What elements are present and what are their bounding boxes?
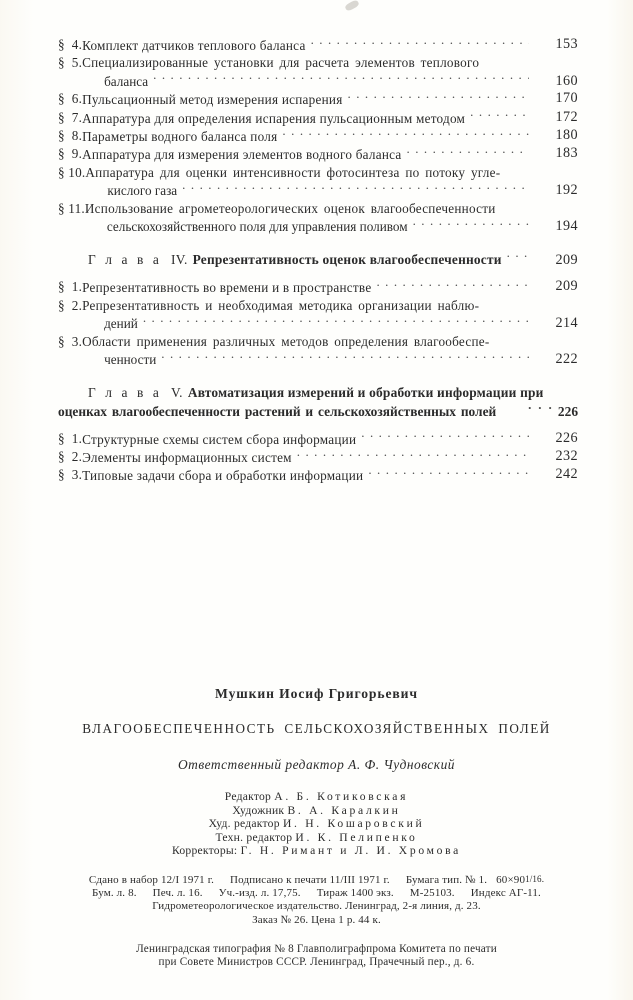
toc-entry-body <box>82 278 532 296</box>
staff-role: Худ. редактор <box>208 817 280 831</box>
print-approval-date: Подписано к печати 11/III 1971 г. <box>230 873 390 886</box>
dot-leaders <box>507 250 529 264</box>
toc-entry[interactable] <box>58 145 578 163</box>
dot-leaders <box>143 314 529 328</box>
toc-page-number: 226 <box>555 429 578 446</box>
section-spacer <box>58 235 578 250</box>
toc-entry[interactable] <box>58 200 578 236</box>
toc-entry-title: Элементы информационных систем <box>82 449 292 465</box>
toc-section-number: § 10. <box>58 164 86 180</box>
toc-section-number: § 3. <box>58 333 83 349</box>
dot-leaders <box>311 36 529 50</box>
toc-entry-title: Пульсационный метод измерения испарения <box>82 92 343 108</box>
toc-page-number: 242 <box>555 466 578 483</box>
printing-house <box>0 943 633 970</box>
toc-entry-body <box>82 90 532 108</box>
chapter-title-continued: оценках влагообеспеченности растений и сельскохозяйственных полей <box>58 403 497 419</box>
section-spacer <box>58 421 578 430</box>
toc-section-number: § 6. <box>58 91 83 107</box>
toc-entry-title: Комплект датчиков теплового баланса <box>82 38 306 53</box>
staff-row <box>0 790 633 804</box>
staff-row <box>0 844 633 858</box>
toc-entry-title: Структурные схемы систем сбора информации <box>82 431 357 447</box>
toc-section-number: § 9. <box>58 146 83 162</box>
toc-entry-title: Использование агрометеорологических оценок влагообеспеченности <box>84 200 496 216</box>
print-run: Тираж 1400 экз. <box>316 887 394 900</box>
colophon <box>0 686 633 970</box>
toc-entry[interactable] <box>58 164 578 200</box>
toc-entry-title: Области применения различных методов определения влагообеспе- <box>82 333 490 349</box>
toc-entry-body <box>82 466 532 484</box>
toc-entry-body <box>82 333 532 369</box>
index-code: Индекс АГ-11. <box>470 887 541 900</box>
dot-leaders <box>161 350 529 364</box>
toc-group-chapter4 <box>58 278 578 368</box>
staff-role: Техн. редактор <box>215 830 293 844</box>
toc-entry[interactable] <box>58 430 578 448</box>
scan-artifact <box>344 0 360 12</box>
paper-type: Бумага тип. № 1. <box>405 873 488 886</box>
toc-entry-body <box>82 297 532 333</box>
toc-page-number: 209 <box>555 252 578 269</box>
toc-section-number: § 4. <box>58 37 83 52</box>
toc-page-number: 194 <box>555 218 578 235</box>
toc-entry-body <box>82 430 532 448</box>
toc-section-number: § 3. <box>58 467 83 483</box>
toc-entry-body <box>82 145 532 163</box>
toc-entry-title-continued: дений <box>104 316 138 332</box>
toc-page-number: 172 <box>555 108 578 125</box>
toc-entry[interactable] <box>58 333 578 369</box>
toc-entry-title: Аппаратура для определения испарения пульсационным методом <box>82 110 466 126</box>
section-spacer <box>58 369 578 384</box>
printing-house-line-2: при Совете Министров СССР. Ленинград, Прачечный пер., д. 6. <box>158 956 475 969</box>
dot-leaders <box>348 90 529 104</box>
toc-entry-body <box>85 200 532 236</box>
toc-entry-title: Репрезентативность во времени и в пространстве <box>82 280 372 296</box>
paper-format: 60×90 <box>496 873 526 886</box>
toc-section-number: § 7. <box>58 109 83 125</box>
toc-entry[interactable] <box>58 466 578 484</box>
toc-section-number: § 11. <box>58 200 85 216</box>
toc-page-number: 226 <box>557 403 579 419</box>
dot-leaders <box>153 72 529 86</box>
toc-section-number: § 2. <box>58 297 83 313</box>
dot-leaders <box>297 448 529 462</box>
toc-entry[interactable] <box>58 90 578 108</box>
toc-page-number: 180 <box>555 127 578 144</box>
toc-page-number: 170 <box>555 90 578 107</box>
staff-name: Г. Н. Римант и Л. И. Хромова <box>240 844 462 858</box>
printed-sheets: Печ. л. 16. <box>152 887 203 900</box>
toc-chapter-heading-4[interactable] <box>58 250 578 269</box>
toc-entry-body <box>82 54 532 90</box>
toc-entry-title: Типовые задачи сбора и обработки информации <box>82 468 364 484</box>
staff-name: И. Н. Кошаровский <box>282 817 425 831</box>
staff-row <box>0 817 633 831</box>
typeset-date: Сдано в набор 12/I 1971 г. <box>88 873 215 886</box>
registration-code: М-25103. <box>409 887 455 900</box>
book-title: ВЛАГООБЕСПЕЧЕННОСТЬ СЕЛЬСКОХОЗЯЙСТВЕННЫХ ПОЛЕЙ <box>82 721 551 736</box>
toc-entry[interactable] <box>58 109 578 127</box>
chapter-title: Репрезентативность оценок влагообеспеченности <box>192 252 502 268</box>
toc-page-number: 153 <box>555 36 578 52</box>
dot-leaders <box>182 181 529 195</box>
printing-house-line-1: Ленинградская типография № 8 Главполиграфпрома Комитета по печати <box>136 942 497 955</box>
toc-entry-title: Репрезентативность и необходимая методика организации наблю- <box>82 297 480 313</box>
staff-name: И. К. Пелипенко <box>295 830 418 844</box>
order-and-price: Заказ № 26. Цена 1 р. 44 к. <box>252 913 381 926</box>
toc-entry[interactable] <box>58 278 578 296</box>
imprint-block <box>0 873 633 927</box>
chapter-title: Автоматизация измерений и обработки информации при <box>187 384 544 400</box>
toc-entry-title-continued: сельскохозяйственного поля для управления поливом <box>106 219 408 235</box>
toc-entry-title: Аппаратура для оценки интенсивности фотосинтеза по потоку угле- <box>85 164 501 180</box>
staff-credits <box>0 790 633 858</box>
dot-leaders <box>361 430 529 444</box>
toc-page-number: 209 <box>555 278 578 295</box>
toc-entry[interactable] <box>58 297 578 333</box>
publisher-sheets: Уч.-изд. л. 17,75. <box>218 887 301 900</box>
section-spacer <box>58 269 578 278</box>
toc-section-number: § 1. <box>58 430 83 446</box>
toc-page-number: 214 <box>555 315 578 332</box>
staff-row <box>0 804 633 818</box>
toc-page-number: 160 <box>555 72 578 89</box>
chapter-roman-numeral: V. <box>170 384 183 400</box>
dot-leaders <box>368 466 529 480</box>
toc-entry-body <box>82 36 532 54</box>
toc-section-number: § 1. <box>58 279 83 295</box>
toc-group-chapter5 <box>58 430 578 485</box>
toc-entry-body <box>82 109 532 127</box>
toc-entry-title-continued: ченности <box>104 352 157 368</box>
table-of-contents <box>58 36 578 485</box>
staff-role: Художник <box>232 803 285 817</box>
toc-section-number: § 2. <box>58 448 83 464</box>
toc-chapter-heading-5[interactable] <box>58 384 578 421</box>
toc-entry[interactable] <box>58 127 578 145</box>
staff-row <box>0 831 633 845</box>
toc-entry-title: Аппаратура для измерения элементов водного баланса <box>82 147 402 163</box>
staff-role: Редактор <box>224 790 272 803</box>
toc-entry-title-continued: кислого газа <box>107 183 178 199</box>
toc-entry-title: Параметры водного баланса поля <box>82 129 278 145</box>
chapter-word: Г л а в а <box>88 252 162 268</box>
toc-page-number: 222 <box>555 351 578 368</box>
staff-role: Корректоры: <box>171 844 238 858</box>
imprint-line-1 <box>0 873 633 887</box>
toc-group-chapter3 <box>58 36 578 235</box>
toc-entry-body <box>82 127 532 145</box>
chapter-roman-numeral: IV. <box>170 252 188 268</box>
publisher-address: Гидрометеорологическое издательство. Ленинград, 2-я линия, д. 23. <box>152 900 481 913</box>
dot-leaders <box>470 109 529 123</box>
toc-entry[interactable] <box>58 54 578 90</box>
toc-entry[interactable] <box>58 448 578 466</box>
toc-section-number: § 5. <box>58 55 83 71</box>
dot-leaders <box>376 278 529 292</box>
dot-leaders <box>528 402 555 416</box>
dot-leaders <box>413 217 529 231</box>
toc-page-number: 183 <box>555 145 578 162</box>
toc-entry-title-continued: баланса <box>104 73 149 89</box>
imprint-line-2 <box>0 887 633 900</box>
toc-page-number: 192 <box>555 182 578 199</box>
toc-section-number: § 8. <box>58 128 83 144</box>
dot-leaders <box>407 145 530 159</box>
toc-entry-body <box>82 448 532 466</box>
chapter-word: Г л а в а <box>88 384 162 400</box>
paper-sheets: Бум. л. 8. <box>92 887 137 900</box>
toc-entry-body <box>85 164 532 200</box>
responsible-editor: Ответственный редактор А. Ф. Чудновский <box>178 757 455 772</box>
staff-name: А. Б. Котиковская <box>274 790 409 803</box>
toc-entry[interactable] <box>58 36 578 54</box>
paper-format-fraction: 1/16. <box>525 873 545 884</box>
toc-entry-title: Специализированные установки для расчета элементов теплового <box>82 55 480 71</box>
staff-name: В. А. Каралкин <box>287 803 401 817</box>
author-name: Мушкин Иосиф Григорьевич <box>215 686 418 701</box>
dot-leaders <box>282 127 529 141</box>
toc-page-number: 232 <box>555 447 578 464</box>
